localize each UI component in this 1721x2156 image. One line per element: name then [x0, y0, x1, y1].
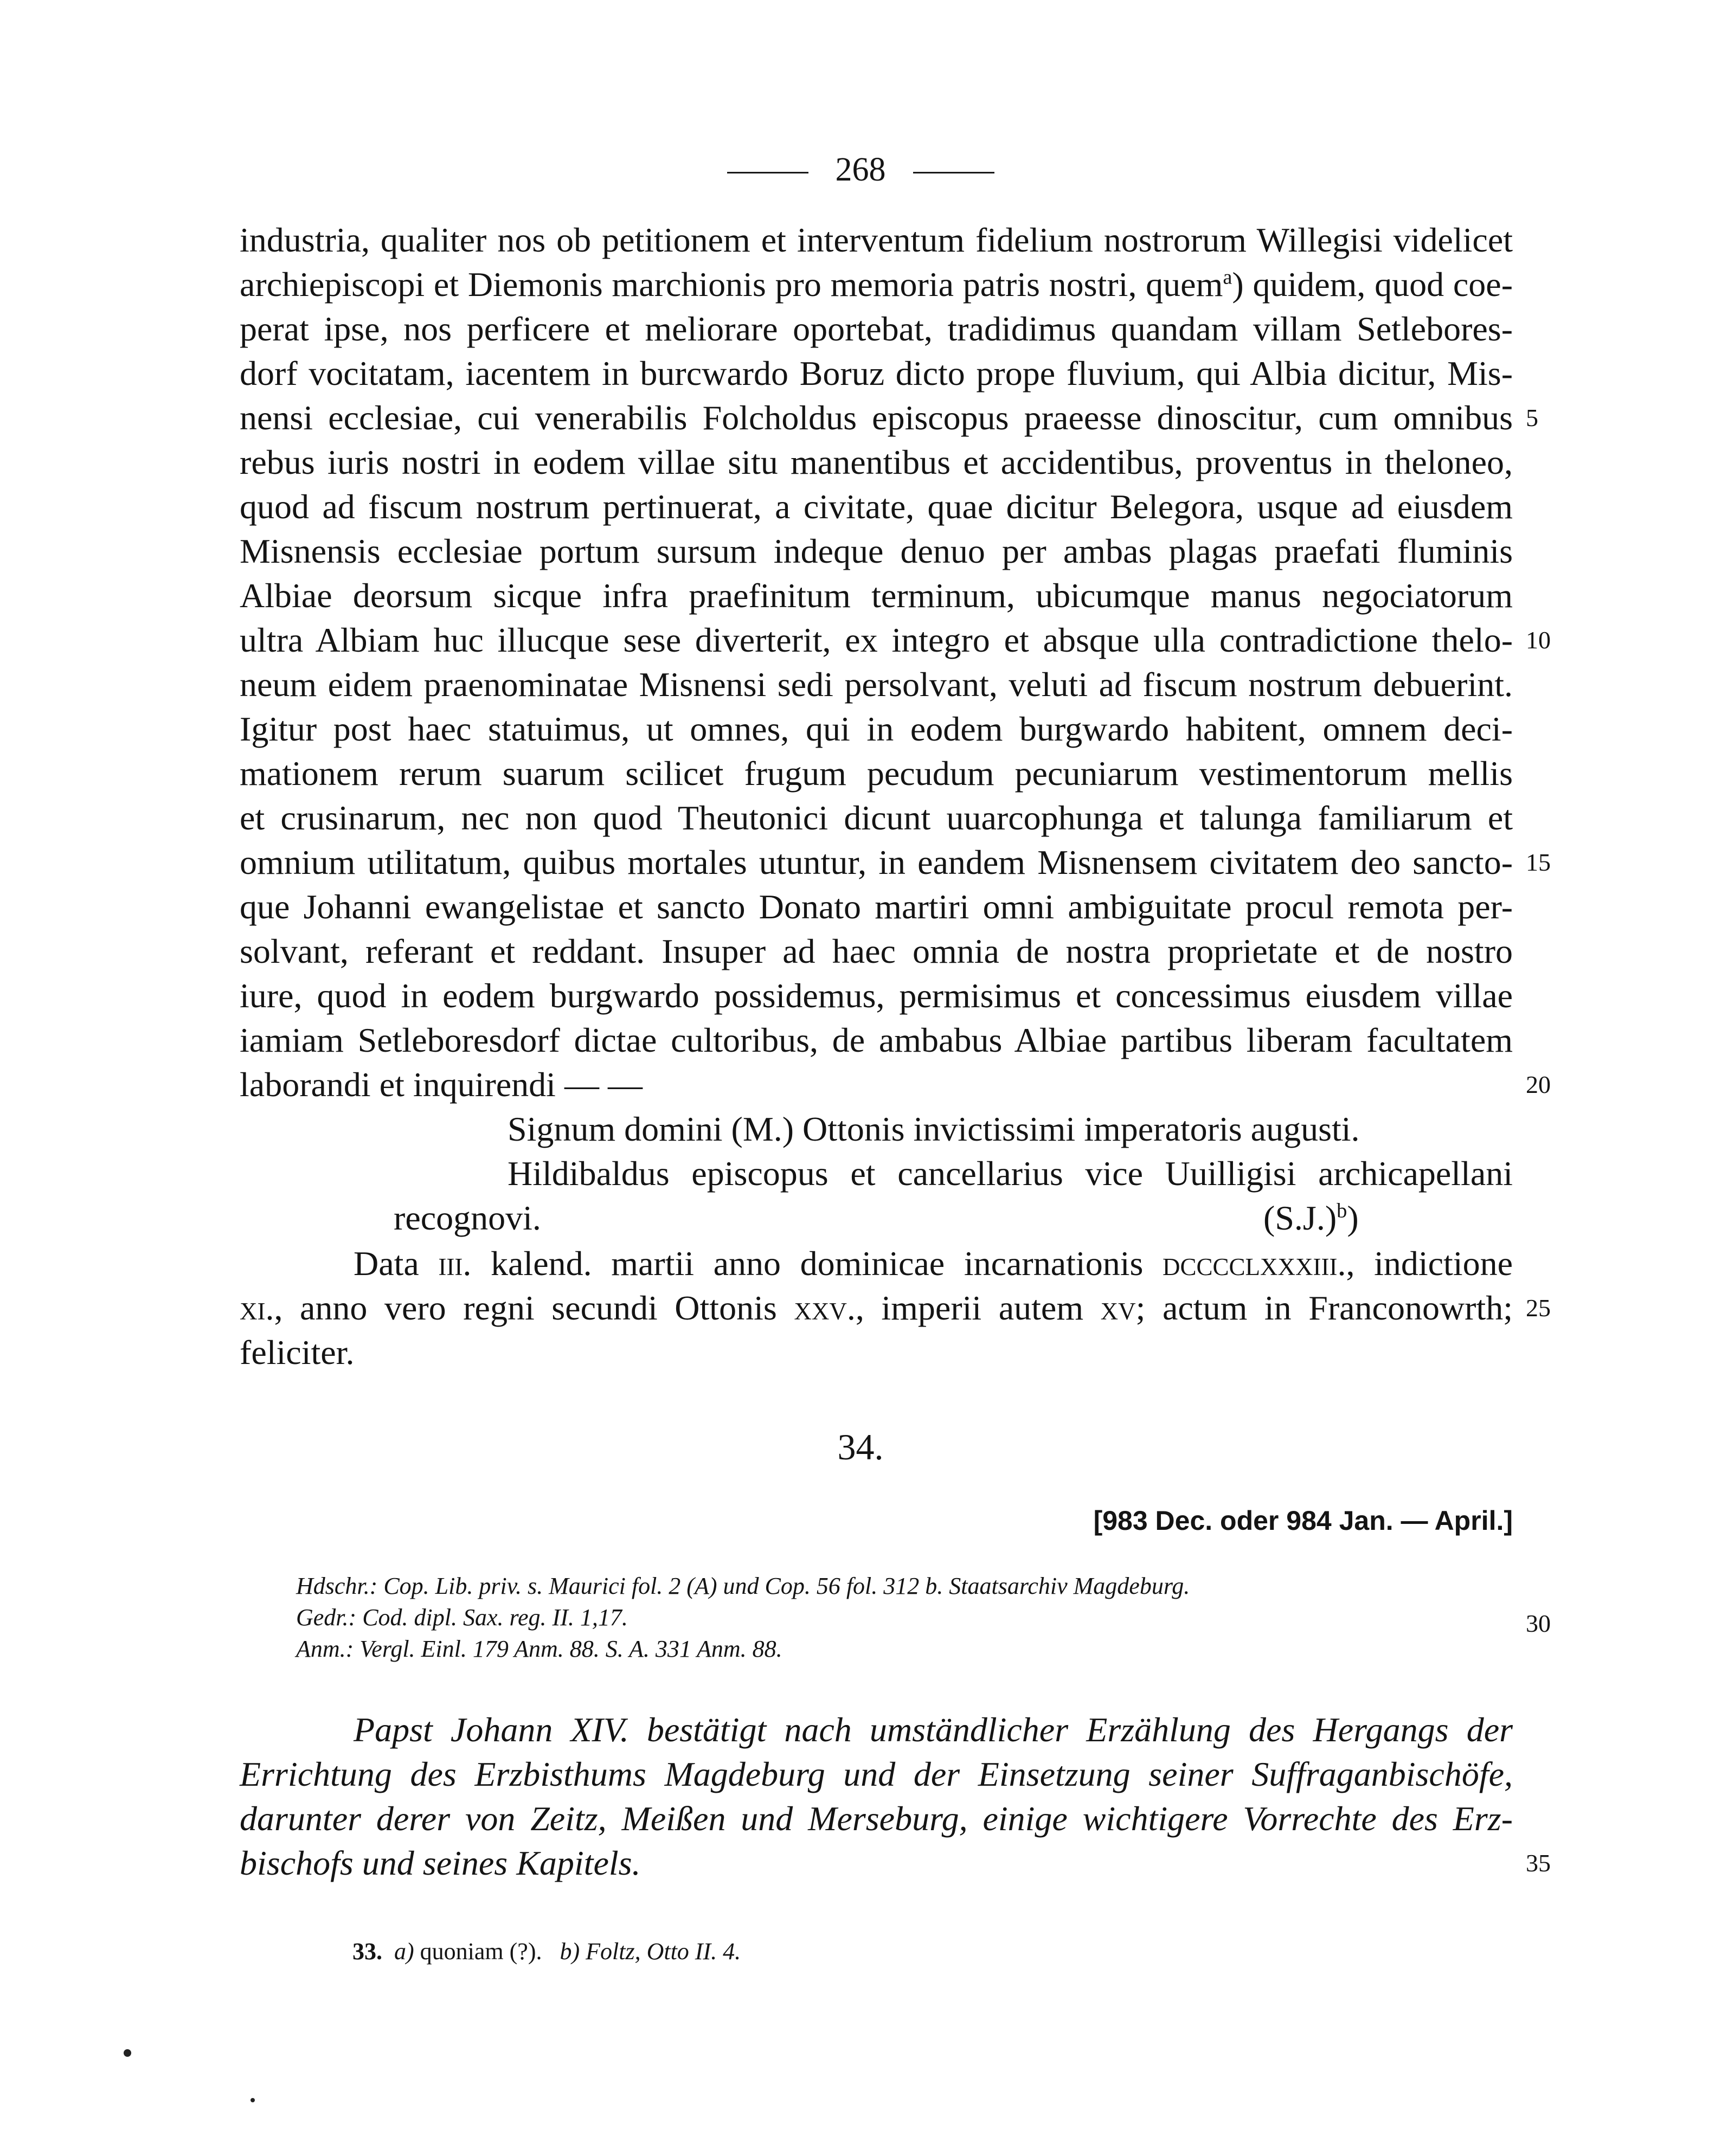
footnote-marker-a: a	[1223, 266, 1232, 289]
body-line-18: iure, quod in eodem burgwardo possidemus, permisimus et concessimus eiusdem villae	[240, 976, 1513, 1015]
line-number-20: 20	[1526, 1071, 1551, 1098]
body-line-7: quod ad fiscum nostrum pertinuerat, a civitate, quae dicitur Belegora, usque ad eiusdem	[240, 487, 1513, 526]
body-line-20: laborandi et inquirendi — —	[240, 1065, 643, 1104]
page-number: 268	[835, 151, 886, 188]
body-line-15: omnium utilitatum, quibus mortales utuntur, in eandem Misnensem civitatem deo sancto-	[240, 843, 1513, 881]
body-line-12: Igitur post haec statuimus, ut omnes, qui in eodem burgwardo habitent, omnem deci-	[240, 710, 1513, 748]
header-dash-right	[913, 172, 994, 173]
line-number-35: 35	[1526, 1849, 1551, 1877]
scan-speck	[251, 2098, 255, 2102]
line-number-30: 30	[1526, 1610, 1551, 1637]
dating-line-2: xi., anno vero regni secundi Ottonis xxv., imperii autem xv; actum in Franconowrth;	[240, 1289, 1513, 1327]
line-number-5: 5	[1526, 404, 1538, 432]
body-line-17: solvant, referant et reddant. Insuper ad haec omnia de nostra proprietate et de nostro	[240, 932, 1513, 970]
body-line-5: nensi ecclesiae, cui venerabilis Folcholdus episcopus praeesse dinoscitur, cum omnibus	[240, 398, 1513, 437]
source-printed: Gedr.: Cod. dipl. Sax. reg. II. 1,17.	[296, 1604, 628, 1631]
body-line-16: que Johanni ewangelistae et sancto Donato martiri omni ambiguitate procul remota per-	[240, 887, 1513, 926]
body-line-14: et crusinarum, nec non quod Theutonici dicunt uuarcophunga et talunga familiarum et	[240, 799, 1513, 837]
body-line-10: ultra Albiam huc illucque sese diverterit, ex integro et absque ulla contradictione thelo-	[240, 621, 1513, 659]
line-number-10: 10	[1526, 626, 1551, 654]
summary-line-3: darunter derer von Zeitz, Meißen und Merseburg, einige wichtigere Vorrechte des Erz-	[240, 1799, 1513, 1838]
body-line-3: perat ipse, nos perficere et meliorare oportebat, tradidimus quandam villam Setlebores-	[240, 310, 1513, 348]
footnote-a-label: a)	[394, 1938, 414, 1965]
line-number-25: 25	[1526, 1294, 1551, 1322]
recognition-line: Hildibaldus episcopus et cancellarius vice Uuilligisi archicapellani	[508, 1154, 1513, 1193]
source-manuscripts: Hdschr.: Cop. Lib. priv. s. Maurici fol. 2 (A) und Cop. 56 fol. 312 b. Staatsarchiv Magdeburg.	[296, 1573, 1190, 1599]
body-line-8: Misnensis ecclesiae portum sursum indeque denuo per ambas plagas praefati fluminis	[240, 532, 1513, 570]
header-dash-left	[727, 172, 808, 173]
summary-line-2: Errichtung des Erzbisthums Magdeburg und der Einsetzung seiner Suffraganbischöfe,	[240, 1755, 1513, 1793]
body-line-2: archiepiscopi et Diemonis marchionis pro memoria patris nostri, quem$^a$) quidem, quod coe-	[240, 265, 1513, 304]
recognovi: recognovi.	[394, 1199, 541, 1237]
dating-line-3: feliciter.	[240, 1333, 355, 1372]
section-number: 34.	[837, 1426, 884, 1468]
body-line-9: Albiae deorsum sicque infra praefinitum terminum, ubicumque manus negociatorum	[240, 576, 1513, 615]
signum-line: Signum domini (M.) Ottonis invictissimi imperatoris augusti.	[508, 1110, 1360, 1148]
footnote-marker-b: b	[1337, 1199, 1347, 1222]
footnote-number: 33.	[352, 1938, 382, 1965]
dating-line-1: Data iii. kalend. martii anno dominicae incarnationis dcccclxxxiii., indictione	[354, 1244, 1513, 1283]
body-line-11: neum eidem praenominatae Misnensi sedi persolvant, veluti ad fiscum nostrum debuerint.	[240, 665, 1513, 704]
source-notes: Anm.: Vergl. Einl. 179 Anm. 88. S. A. 331 Anm. 88.	[296, 1636, 782, 1662]
body-line-19: iamiam Setleboresdorf dictae cultoribus, de ambabus Albiae partibus liberam facultatem	[240, 1021, 1513, 1059]
body-line-4: dorf vocitatam, iacentem in burcwardo Boruz dicto prope fluvium, qui Albia dicitur, Mis-	[240, 354, 1513, 392]
date-range: [983 Dec. oder 984 Jan. — April.]	[1093, 1505, 1513, 1536]
summary-line-4: bischofs und seines Kapitels.	[240, 1844, 641, 1882]
page-header	[0, 145, 1721, 194]
footnote-b-label: b)	[560, 1938, 580, 1965]
footnote-a-text: quoniam (?).	[420, 1938, 542, 1965]
line-number-15: 15	[1526, 848, 1551, 876]
footnote-b-text: Foltz, Otto II. 4.	[586, 1938, 741, 1965]
scan-speck	[124, 2049, 131, 2057]
body-line-13: mationem rerum suarum scilicet frugum pecudum pecuniarum vestimentorum mellis	[240, 754, 1513, 793]
body-line-1: industria, qualiter nos ob petitionem et interventum fidelium nostrorum Willegisi videlicet	[240, 221, 1513, 259]
body-line-6: rebus iuris nostri in eodem villae situ manentibus et accidentibus, proventus in theloneo,	[240, 443, 1513, 481]
footnote	[352, 1935, 741, 1968]
seal-notation: $(S.J.)^b$)	[1263, 1199, 1359, 1237]
summary-line-1: Papst Johann XIV. bestätigt nach umständlicher Erzählung des Hergangs der	[354, 1710, 1513, 1749]
